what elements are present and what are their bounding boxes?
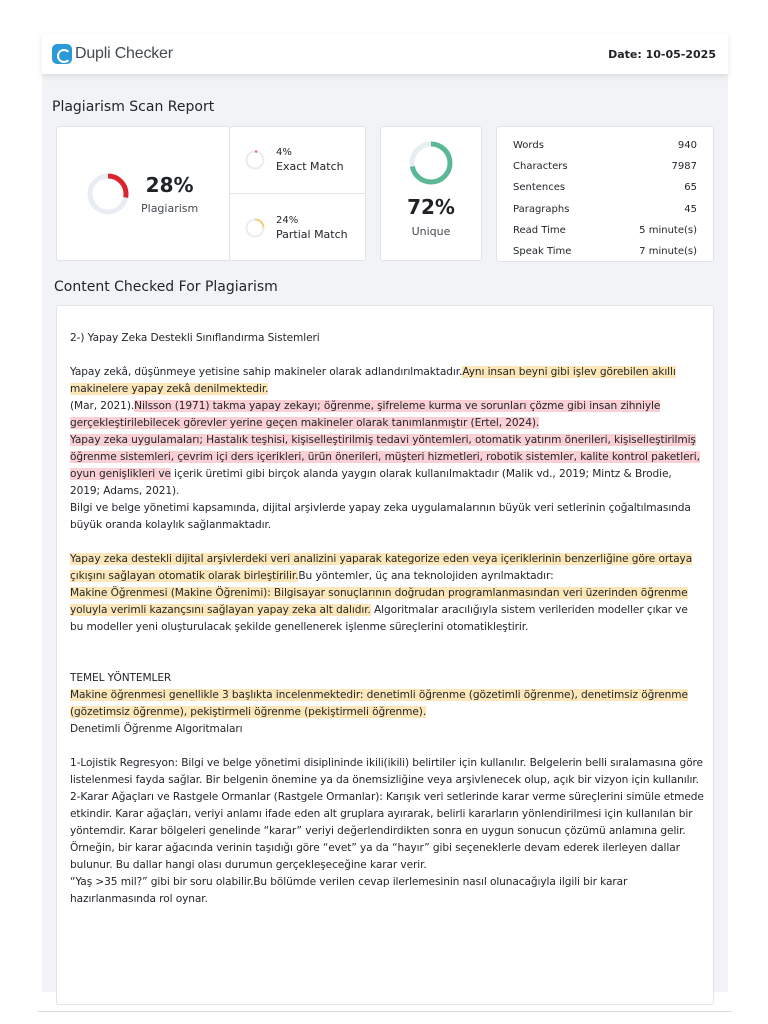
exact-match-row xyxy=(230,127,365,194)
stat-label: Characters xyxy=(513,161,568,173)
plagiarism-label: Plagiarism xyxy=(141,201,199,215)
plain-text: içerik üretimi gibi birçok alanda yaygın olarak kullanılmaktadır (Malik vd., 2019; Mintz & Brodie, 2019; Adams, 2021). xyxy=(70,468,672,497)
partial-match-highlight: Makine Öğrenmesi (Makine Öğrenimi): Bilgisayar sonuçlarının doğrudan programlanmasından veri üzerinden öğrenme yoluyla verimli kazançsını sağlayan yapay zeka alt dalıdır. xyxy=(70,587,688,616)
stat-label: Words xyxy=(513,140,544,152)
partial-match-percent: 24% xyxy=(276,214,299,226)
exact-match-label: Exact Match xyxy=(276,160,344,173)
stat-value: 5 minute(s) xyxy=(639,224,697,236)
exact-match-highlight: Nilsson (1971) takma yapay zekayı; öğrenme, şifreleme kurma ve sorunları çözme gibi insan zihniyle gerçekleştirilebilecek görevler yerine geçen makineler olarak tanımlanmıştır (Ertel, 2024). xyxy=(70,400,661,429)
stat-row xyxy=(513,199,697,220)
stat-row xyxy=(513,135,697,156)
partial-match-label: Partial Match xyxy=(276,227,348,241)
checked-content xyxy=(70,330,704,908)
content-paragraph: 2-Karar Ağaçları ve Rastgele Ormanlar (Rastgele Ormanlar): Karışık veri setlerinde karar verme süreçlerini simüle etmede etkindir. Karar ağaçları, veriyi anlamı ifade eden alt gruplara ayırarak, belirli kararların yönlendirilmesi için kullanılan bir yöntemdir. Karar bölgeleri genelinde “karar” veriyi değerlendirdikten sonra en uygun sonucun çözümü anlamına gelir. xyxy=(70,791,704,837)
content-paragraph: 1-Lojistik Regresyon: Bilgi ve belge yönetimi disiplininde ikili(ikili) belirtiler için kullanılır. Belgelerin belli sıralamasına göre listelenmesi fayda sağlar. Bir belgenin önemine ya da önemsizliğine veya arşivlenecek olup, açık bir vizyon için kullanılır. xyxy=(70,757,703,786)
footer-divider xyxy=(38,1011,732,1012)
stat-value: 7 minute(s) xyxy=(639,246,697,258)
content-section-title: Content Checked For Plagiarism xyxy=(54,279,278,295)
content-paragraph xyxy=(70,551,704,636)
stat-row xyxy=(513,241,697,262)
plain-text: (Mar, 2021). xyxy=(70,400,135,412)
plagiarism-ring-icon xyxy=(85,171,131,217)
exact-match-percent: 4% xyxy=(276,147,292,158)
report-date: Date: 10-05-2025 xyxy=(608,47,716,61)
content-paragraph: Örneğin, bir karar ağacında verinin taşıdığı göre “evet” ya da “hayır” gibi seçeneklerle devam ederek ilerleyen dallar bulunur. Bu dallar hangi olası durumun gerçekleşeceğine karar verir. xyxy=(70,842,680,871)
stat-value: 940 xyxy=(677,140,697,152)
stat-row xyxy=(513,220,697,241)
report-header xyxy=(42,34,728,74)
stat-label: Speak Time xyxy=(513,246,572,258)
partial-match-ring-icon xyxy=(244,217,266,239)
stat-label: Paragraphs xyxy=(513,203,570,215)
stat-row xyxy=(513,156,697,177)
unique-label: Unique xyxy=(411,225,451,238)
content-paragraph xyxy=(70,432,704,500)
logo-text: Dupli Checker xyxy=(75,45,173,62)
partial-match-highlight: Yapay zeka destekli dijital arşivlerdeki veri analizini yaparak kategorize eden veya içeriklerinin benzerliğine göre ortaya çıkışını sağlayan otomatik olarak birleştirilir. xyxy=(70,553,693,582)
plagiarism-summary xyxy=(141,173,198,215)
content-paragraph xyxy=(70,687,704,721)
matches-card xyxy=(229,126,366,261)
stat-row xyxy=(513,177,697,198)
partial-match-highlight: Makine öğrenmesi genellikle 3 başlıkta incelenmektedir: denetimli öğrenme (gözetimli öğrenme), denetimsiz öğrenme (gözetimsiz öğrenme), pekiştirmeli öğrenme (pekiştirmeli öğrenme). xyxy=(70,689,688,718)
content-heading: 2-) Yapay Zeka Destekli Sınıflandırma Sistemleri xyxy=(70,332,320,344)
plagiarism-percent: 28% xyxy=(145,172,194,197)
content-paragraph xyxy=(70,364,704,398)
stat-label: Read Time xyxy=(513,224,566,236)
exact-match-highlight: Yapay zeka uygulamaları; Hastalık teşhisi, kişiselleştirilmiş tedavi yöntemleri, otomatik yatırım önerileri, kişiselleştirilmiş öğrenme sistemleri, çevrim içi ders içerikleri, ürün önerileri, müşteri hizmetleri, robotik sistemler, kalite kontrol paketleri, oyun genişlikleri ve xyxy=(70,434,700,480)
unique-percent: 72% xyxy=(407,195,455,219)
partial-match-row xyxy=(230,194,365,261)
plain-text: Bu yöntemler, üç ana teknolojiden ayrılmaktadır: xyxy=(298,570,554,582)
stat-value: 7987 xyxy=(671,161,697,173)
partial-match-highlight: Aynı insan beyni gibi işlev görebilen akıllı makinelere yapay zekâ denilmektedir. xyxy=(70,366,676,395)
report-title: Plagiarism Scan Report xyxy=(52,99,215,115)
content-paragraph: Bilgi ve belge yönetimi kapsamında, dijital arşivlerde yapay zeka uygulamalarının büyük veri setlerinin çoğaltılmasında büyük oranda kolaylık sağlanmaktadır. xyxy=(70,502,691,531)
content-paragraph: “Yaş >35 mil?” gibi bir soru olabilir.Bu bölümde verilen cevap ilerlemesinin nasıl olunacağıyla ilgili bir karar hazırlanmasında rol oynar. xyxy=(70,876,628,905)
plagiarism-card xyxy=(56,126,230,261)
content-subheading: Denetimli Öğrenme Algoritmaları xyxy=(70,723,243,735)
plain-text: Yapay zekâ, düşünmeye yetisine sahip makineler olarak adlandırılmaktadır. xyxy=(70,366,463,378)
plain-text: Algoritmalar aracılığıyla sistem verileriden modeller çıkar ve bu modeller yeni oluşturulacak şekilde genellenerek işlenme süreçlerini otomatikleştirir. xyxy=(70,604,688,633)
stats-card xyxy=(496,126,714,262)
unique-card xyxy=(380,126,482,261)
stat-label: Sentences xyxy=(513,182,566,194)
stat-value: 65 xyxy=(684,182,697,194)
content-paragraph xyxy=(70,398,704,432)
stat-value: 45 xyxy=(684,203,697,215)
dupli-checker-logo-icon xyxy=(52,44,72,64)
exact-ring-track xyxy=(247,152,264,169)
unique-ring-icon xyxy=(408,140,454,186)
brand-logo xyxy=(52,44,173,64)
content-subheading: TEMEL YÖNTEMLER xyxy=(70,672,172,684)
exact-match-ring-icon xyxy=(244,149,266,171)
